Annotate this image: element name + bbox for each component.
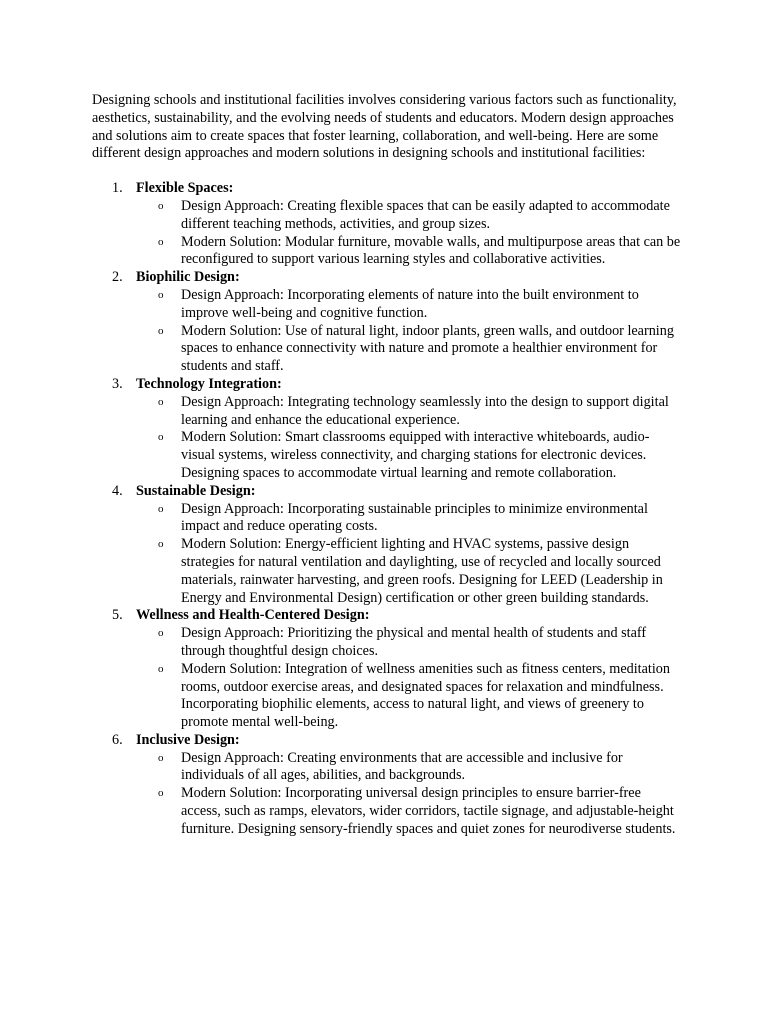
point-text: Modern Solution: Smart classrooms equipped with interactive whiteboards, audio-visual systems, wireless connectivity, and charging stations for electronic devices. Designing spaces to accommodate virtual learning and remote collaboration. <box>181 429 650 481</box>
list-item <box>92 750 681 786</box>
list-item <box>92 661 681 732</box>
list-item <box>92 323 681 376</box>
section-number: 2. <box>112 269 123 286</box>
point-text: Design Approach: Creating flexible spaces that can be easily adapted to accommodate different teaching methods, activities, and group sizes. <box>181 197 670 232</box>
bullet-icon: o <box>158 431 164 444</box>
section-number: 6. <box>112 731 123 748</box>
section-title: Sustainable Design: <box>136 482 256 499</box>
list-item <box>92 394 681 430</box>
section-item <box>92 483 692 608</box>
point-text: Modern Solution: Modular furniture, movable walls, and multipurpose areas that can be reconfigured to support various learning styles and collaborative activities. <box>181 233 681 268</box>
point-text: Modern Solution: Integration of wellness amenities such as fitness centers, meditation rooms, outdoor exercise areas, and designated spaces for relaxation and mindfulness. Incorporating biophilic elements, access to natural light, and views of greenery to promote mental well-being. <box>181 660 670 731</box>
point-text: Modern Solution: Use of natural light, indoor plants, green walls, and outdoor learning spaces to enhance connectivity with nature and promote a healthier environment for students and staff. <box>181 322 674 375</box>
bullet-icon: o <box>158 751 164 764</box>
section-title: Biophilic Design: <box>136 269 240 286</box>
bullet-icon: o <box>158 324 164 337</box>
point-list <box>92 287 692 376</box>
section-number: 1. <box>112 180 123 197</box>
point-text: Design Approach: Incorporating elements of nature into the built environment to improve well-being and cognitive function. <box>181 286 639 321</box>
list-item <box>92 429 681 482</box>
section-item <box>92 376 692 483</box>
point-text: Design Approach: Incorporating sustainable principles to minimize environmental impact and reduce operating costs. <box>181 500 648 535</box>
section-item <box>92 607 692 732</box>
point-text: Modern Solution: Energy-efficient lighting and HVAC systems, passive design strategies for natural ventilation and daylighting, use of recycled and locally sourced materials, rainwater harvesting, and green roofs. Designing for LEED (Leadership in Energy and Environmental Design) certification or other green building standards. <box>181 536 663 606</box>
section-number: 5. <box>112 607 123 624</box>
point-list <box>92 501 692 608</box>
section-list <box>92 180 692 838</box>
bullet-icon: o <box>158 538 164 551</box>
list-item <box>92 198 681 234</box>
document-page <box>92 92 692 839</box>
intro-paragraph: Designing schools and institutional facilities involves considering various factors such as functionality, aesthetics, sustainability, and the evolving needs of students and educators. Modern design approaches and solutions aim to create spaces that foster learning, collaboration, and well-being. Here are some different design approaches and modern solutions in designing schools and institutional facilities: <box>92 92 677 162</box>
bullet-icon: o <box>158 235 164 248</box>
section-item <box>92 180 692 269</box>
section-title: Technology Integration: <box>136 375 282 392</box>
section-number: 4. <box>112 482 123 499</box>
list-item <box>92 501 681 537</box>
section-title: Wellness and Health-Centered Design: <box>136 607 370 624</box>
bullet-icon: o <box>158 627 164 640</box>
bullet-icon: o <box>158 662 164 675</box>
bullet-icon: o <box>158 288 164 301</box>
list-item <box>92 536 681 607</box>
point-text: Design Approach: Creating environments that are accessible and inclusive for individuals of all ages, abilities, and backgrounds. <box>181 749 623 784</box>
point-list <box>92 394 692 483</box>
section-item <box>92 732 692 839</box>
list-item <box>92 234 681 270</box>
point-text: Design Approach: Prioritizing the physical and mental health of students and staff through thoughtful design choices. <box>181 625 647 659</box>
list-item <box>92 287 681 323</box>
section-title: Inclusive Design: <box>136 731 240 748</box>
bullet-icon: o <box>158 395 164 408</box>
point-text: Design Approach: Integrating technology seamlessly into the design to support digital learning and enhance the educational experience. <box>181 393 669 428</box>
point-text: Modern Solution: Incorporating universal design principles to ensure barrier-free access, such as ramps, elevators, wider corridors, tactile signage, and adjustable-height furniture. Designing sensory-friendly spaces and quiet zones for neurodiverse students. <box>181 785 676 837</box>
point-list <box>92 625 692 732</box>
list-item <box>92 625 681 661</box>
point-list <box>92 750 692 839</box>
bullet-icon: o <box>158 787 164 800</box>
section-number: 3. <box>112 375 123 392</box>
bullet-icon: o <box>158 199 164 212</box>
list-item <box>92 785 681 838</box>
bullet-icon: o <box>158 502 164 515</box>
section-item <box>92 269 692 376</box>
section-title: Flexible Spaces: <box>136 180 234 197</box>
point-list <box>92 198 692 269</box>
